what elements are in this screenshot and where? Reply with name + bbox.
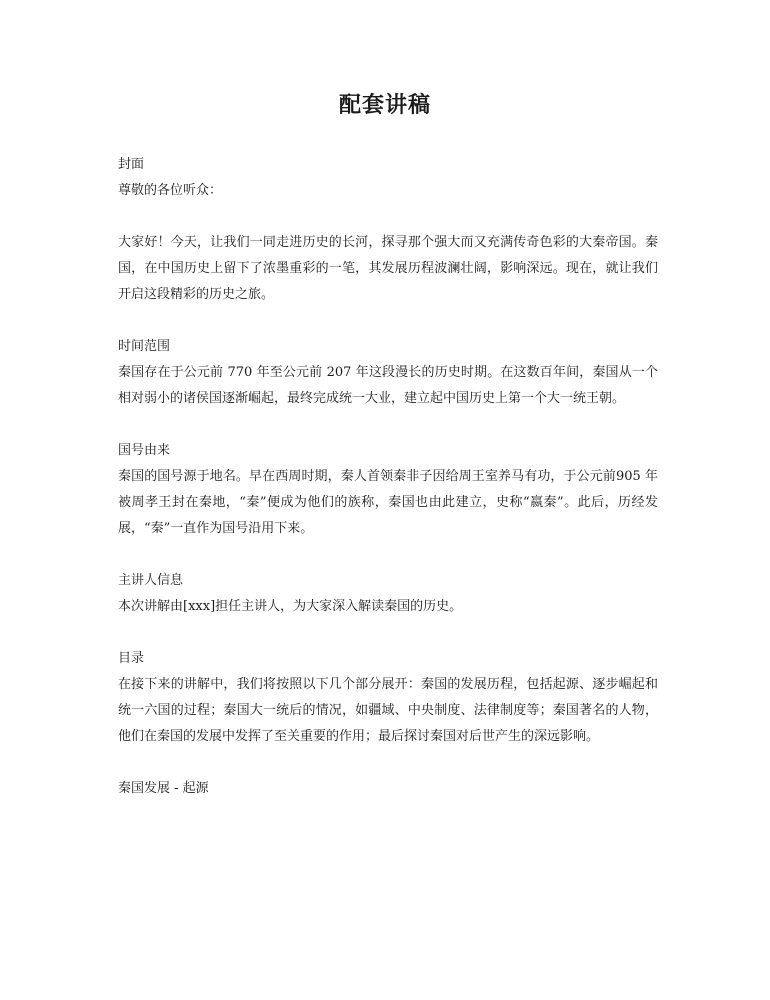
- section-heading: 主讲人信息: [118, 573, 184, 588]
- section-heading: 秦国发展 - 起源: [118, 781, 209, 796]
- section-cover: [118, 152, 658, 204]
- paragraph: 秦国的国号源于地名。早在西周时期，秦人首领秦非子因给周王室养马有功，于公元前905 年被周孝王封在秦地，“秦”便成为他们的族称，秦国也由此建立，史称“嬴秦”。此后，历经发展，“秦”一直作为国号沿用下来。: [118, 469, 658, 536]
- document-title: 配套讲稿: [338, 92, 431, 118]
- section-heading: 目录: [118, 651, 145, 666]
- section-heading: 国号由来: [118, 443, 171, 458]
- paragraph: 大家好！今天，让我们一同走进历史的长河，探寻那个强大而又充满传奇色彩的大秦帝国。秦国，在中国历史上留下了浓墨重彩的一笔，其发展历程波澜壮阔，影响深远。现在，就让我们开启这段精彩的历史之旅。: [118, 235, 658, 302]
- section-heading: 时间范围: [118, 339, 171, 354]
- paragraph: 秦国存在于公元前 770 年至公元前 207 年这段漫长的历史时期。在这数百年间，秦国从一个相对弱小的诸侯国逐渐崛起，最终完成统一大业，建立起中国历史上第一个大一统王朝。: [118, 365, 658, 406]
- section-heading: 封面: [118, 157, 145, 172]
- section-speaker-info: [118, 568, 658, 620]
- section-table-of-contents: [118, 646, 658, 750]
- paragraph: 本次讲解由[xxx]担任主讲人，为大家深入解读秦国的历史。: [118, 599, 463, 614]
- paragraph: 尊敬的各位听众：: [118, 183, 223, 198]
- section-greeting: [118, 230, 658, 308]
- section-name-origin: [118, 438, 658, 542]
- section-development-origin: [118, 776, 658, 802]
- section-time-range: [118, 334, 658, 412]
- document-body: [118, 152, 658, 828]
- paragraph: 在接下来的讲解中，我们将按照以下几个部分展开：秦国的发展历程，包括起源、逐步崛起和统一六国的过程；秦国大一统后的情况，如疆域、中央制度、法律制度等；秦国著名的人物，他们在秦国的发展中发挥了至关重要的作用；最后探讨秦国对后世产生的深远影响。: [118, 677, 658, 744]
